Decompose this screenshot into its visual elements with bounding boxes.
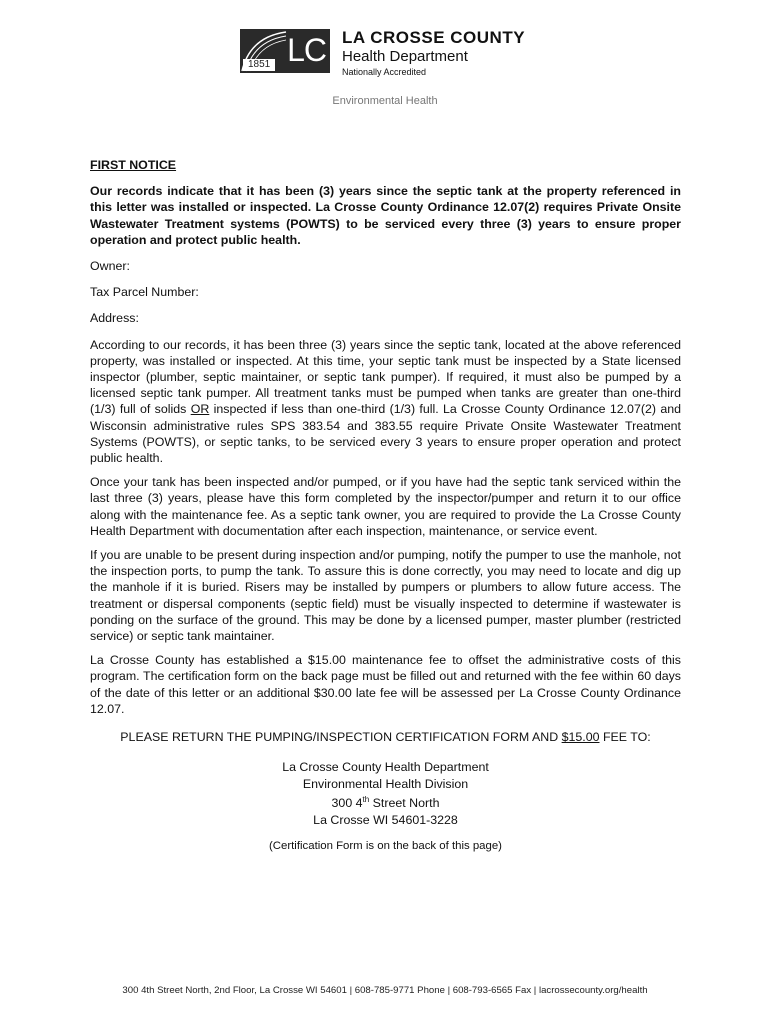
logo-accreditation: Nationally Accredited: [342, 67, 427, 77]
logo-mark: [240, 29, 330, 73]
records-text-end: inspected if less than one-third (1/3) full. La Crosse County Ordinance 12.07(2) and Wisconsin administrative rules SPS 383.54 and 383.55 require Private Onsite Wastewater Treatment Systems (POWTS), or septic tanks, to be serviced every 3 years to ensure proper operation and protect public health.: [90, 402, 681, 466]
fee-paragraph: La Crosse County has established a $15.00 maintenance fee to offset the administrative costs of this program. The certification form on the back page must be filled out and returned with the fee within 60 days of the date of this letter or an additional $30.00 late fee will be assessed per La Crosse County Ordinance 12.07.: [90, 653, 681, 716]
fee-amount: $15.00: [561, 730, 600, 745]
logo-department: Health Department: [342, 48, 468, 65]
notice-title: FIRST NOTICE: [90, 158, 177, 172]
street-number: 300 4: [331, 796, 363, 811]
address-line-3: [90, 792, 681, 812]
division-label: Environmental Health: [332, 95, 438, 107]
records-text-start: According to our records, it has been three (3) years since the septic tank, located at the above referenced property, was installed or inspected. At this time, your septic tank must be inspected by a State licensed inspector (plumber, septic maintainer, or septic tank pumper). If required, it must also be pumped by a licensed septic tank pumper. All treatment tanks must be pumped when tanks are greater than one-third (1/3) full of solids: [90, 337, 681, 417]
lead-paragraph: Our records indicate that it has been (3) years since the septic tank at the property referenced in this letter was installed or inspected. La Crosse County Ordinance 12.07(2) requires Private Onsite Wastewater Treatment systems (POWTS) to be serviced every three (3) years to ensure proper operation and protect public health.: [90, 184, 681, 247]
records-paragraph: [90, 337, 681, 467]
street-ordinal: th: [362, 795, 370, 805]
street-name: Street North: [369, 796, 440, 811]
county-logo: [240, 29, 525, 78]
address-line-1: La Crosse County Health Department: [282, 760, 489, 775]
logo-county: LA CROSSE COUNTY: [342, 28, 526, 47]
address-field: Address:: [90, 311, 139, 326]
return-text-start: PLEASE RETURN THE PUMPING/INSPECTION CERTIFICATION FORM AND: [120, 730, 562, 745]
page-footer: 300 4th Street North, 2nd Floor, La Crosse WI 54601 | 608-785-9771 Phone | 608-793-6565 Fax | lacrossecounty.org/health: [122, 985, 648, 996]
address-line-2: Environmental Health Division: [302, 776, 469, 791]
manhole-paragraph: If you are unable to be present during inspection and/or pumping, notify the pumper to use the manhole, not the inspection ports, to pump the tank. To assure this is done correctly, you may need to locate and dig up the manhole if it is buried. Risers may be installed by pumpers or plumbers to allow future access. The treatment or dispersal components (septic field) must be visually inspected to determine if wastewater is ponding on the surface of the ground. This may be done by a licensed pumper, master plumber (restricted service) or septic tank maintainer.: [90, 548, 681, 644]
tax-parcel-field: Tax Parcel Number:: [90, 285, 199, 300]
logo-text: [342, 29, 525, 78]
logo-year: 1851: [243, 59, 275, 71]
owner-field: Owner:: [90, 259, 130, 274]
logo-initials: LC: [287, 32, 326, 68]
certification-note: (Certification Form is on the back of this page): [269, 840, 502, 853]
return-form-paragraph: Once your tank has been inspected and/or pumped, or if you have had the septic tank serviced within the last three (3) years, please have this form completed by the inspector/pumper and return it to our office along with the maintenance fee. As a septic tank owner, you are required to provide the La Crosse County Health Department with documentation after each inspection, maintenance, or service event.: [90, 475, 681, 538]
return-address: [90, 759, 681, 828]
letter-body: [90, 157, 681, 855]
return-instruction: [90, 729, 681, 745]
or-emphasis: OR: [190, 402, 210, 417]
address-line-4: La Crosse WI 54601-3228: [313, 812, 458, 827]
return-text-end: FEE TO:: [599, 730, 651, 745]
